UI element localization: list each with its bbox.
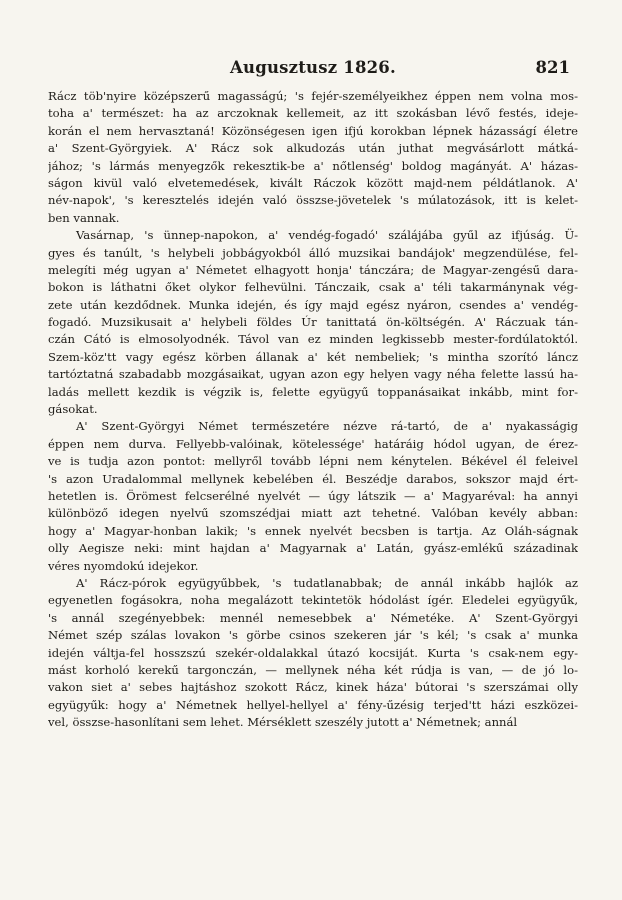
text-line: hogy a' Magyar-honban lakik; 's ennek nyelvét becsben is tartja. Az Oláh-ságnak [48, 523, 578, 538]
text-line: Német szép szálas lovakon 's görbe csinos szekeren jár 's kél; 's csak a' munka [48, 628, 578, 643]
text-line: zete után kezdődnek. Munka idején, és így majd egész nyáron, csendes a' vendég- [48, 297, 578, 312]
text-line: bokon is láthatni őket olykor felhevülni. Tánczaik, csak a' téli takarmánynak vég- [48, 280, 578, 295]
running-header [48, 58, 578, 88]
text-line: mást korholó kerekű targonczán, — mellynek néha két rúdja is van, — de jó lo- [48, 662, 578, 677]
text-line: 's annál szegényebbek: mennél nemesebbek a' Németéke. A' Szent-Györgyi [48, 610, 578, 625]
text-line: Rácz töb'nyire középszerű magasságú; 's fejér-személyeikhez éppen nem volna mos- [48, 89, 578, 103]
text-line: gyes és tanúlt, 's helybeli jobbágyokból álló muzsikai bandájok' megzendülése, fel- [48, 245, 578, 260]
text-line: ladás mellett kezdik is végzik is, felette együgyű toppanásaikat inkább, mint for- [48, 384, 578, 399]
text-line: vakon siet a' sebes hajtáshoz szokott Rácz, kinek háza' bútorai 's szerszámai olly [48, 680, 578, 695]
text-line: ságon kivül való elvetemedések, kivált Ráczok között majd-nem példátlanok. A' [48, 175, 578, 190]
text-line: idején váltja-fel hosszszú szekér-oldalakkal útazó kocsiját. Kurta 's csak-nem egy- [48, 645, 578, 660]
text-line: éppen nem durva. Fellyebb-valóinak, kötelessége' határáig hódol ugyan, de érez- [48, 436, 578, 451]
running-title: Augusztusz 1826. [230, 58, 396, 77]
page-number: 821 [535, 58, 570, 77]
text-line: véres nyomdokú idejekor. [48, 558, 199, 573]
text-line: együgyűk: hogy a' Németnek hellyel-hellyel a' fény-űzésig terjed'tt házi eszközei- [48, 697, 578, 712]
text-line: ve is tudja azon pontot: mellyről tovább lépni nem kénytelen. Békével él feleivel [48, 454, 578, 469]
text-line: A' Szent-Györgyi Német természetére nézve rá-tartó, de a' nyakasságig [76, 419, 578, 434]
text-line: melegíti még ugyan a' Németet elhagyott honja' tánczára; de Magyar-zengésű dara- [48, 262, 578, 277]
text-line: 's azon Uradalommal mellynek kebelében él. Beszédje darabos, sokszor majd ért- [48, 471, 578, 486]
text-line: vel, összse-hasonlítani sem lehet. Mérséklett szeszély jutott a' Németnek; annál [48, 715, 518, 730]
paragraph [48, 575, 578, 732]
text-line: Vasárnap, 's ünnep-napokon, a' vendég-fogadó' szálájába gyűl az ifjúság. Ü- [76, 228, 578, 243]
body-text [48, 88, 578, 731]
text-line: egyenetlen fogásokra, noha megalázott tekintetök hódolást ígér. Eledelei együgyűk, [48, 593, 578, 608]
text-line: A' Rácz-pórok együgyűbbek, 's tudatlanabbak; de annál inkább hajlók az [76, 575, 578, 590]
text-line: tartóztatná szabadabb mozgásaikat, ugyan azon egy helyen vagy néha felette lassú ha- [48, 367, 578, 382]
text-line: hetetlen is. Örömest felcserélné nyelvét — úgy látszik — a' Magyaréval: ha annyi [48, 488, 578, 503]
text-line: ben vannak. [48, 210, 120, 225]
text-line: a' Szent-Györgyiek. A' Rácz sok alkudozás után juthat megvásárlott mátká- [48, 141, 578, 156]
paragraph [48, 227, 578, 418]
text-line: toha a' természet: ha az arczoknak kellemeit, az itt szokásban lévő festés, ideje- [48, 106, 578, 121]
text-line: korán el nem hervasztaná! Közönségesen igen ifjú korokban lépnek házasságí életre [48, 123, 578, 138]
text-line: czán Cátó is elmosolyodnék. Távol van ez minden legkissebb mester-fordúlatoktól. [48, 332, 578, 347]
text-line: név-napok', 's keresztelés idején való összse-jövetelek 's múlatozások, itt is kelet- [48, 193, 578, 208]
text-line: különböző idegen nyelvű szomszédjai miatt azt tehetné. Valóban kevély abban: [48, 506, 578, 521]
text-line: olly Aegisze neki: mint hajdan a' Magyarnak a' Latán, gyász-emlékű századinak [48, 541, 578, 556]
text-line: jához; 's lármás menyegzők rekesztik-be a' nőtlenség' boldog magányát. A' házas- [48, 158, 578, 173]
text-line: gásokat. [48, 402, 98, 417]
text-line: Szem-köz'tt vagy egész körben állanak a' két nembeliek; 's mintha szorító láncz [48, 349, 578, 364]
text-line: fogadó. Muzsikusait a' helybeli földes Úr tanittatá ön-költségén. A' Ráczuak tán- [48, 315, 578, 330]
paragraph [48, 88, 578, 227]
paragraph [48, 418, 578, 575]
